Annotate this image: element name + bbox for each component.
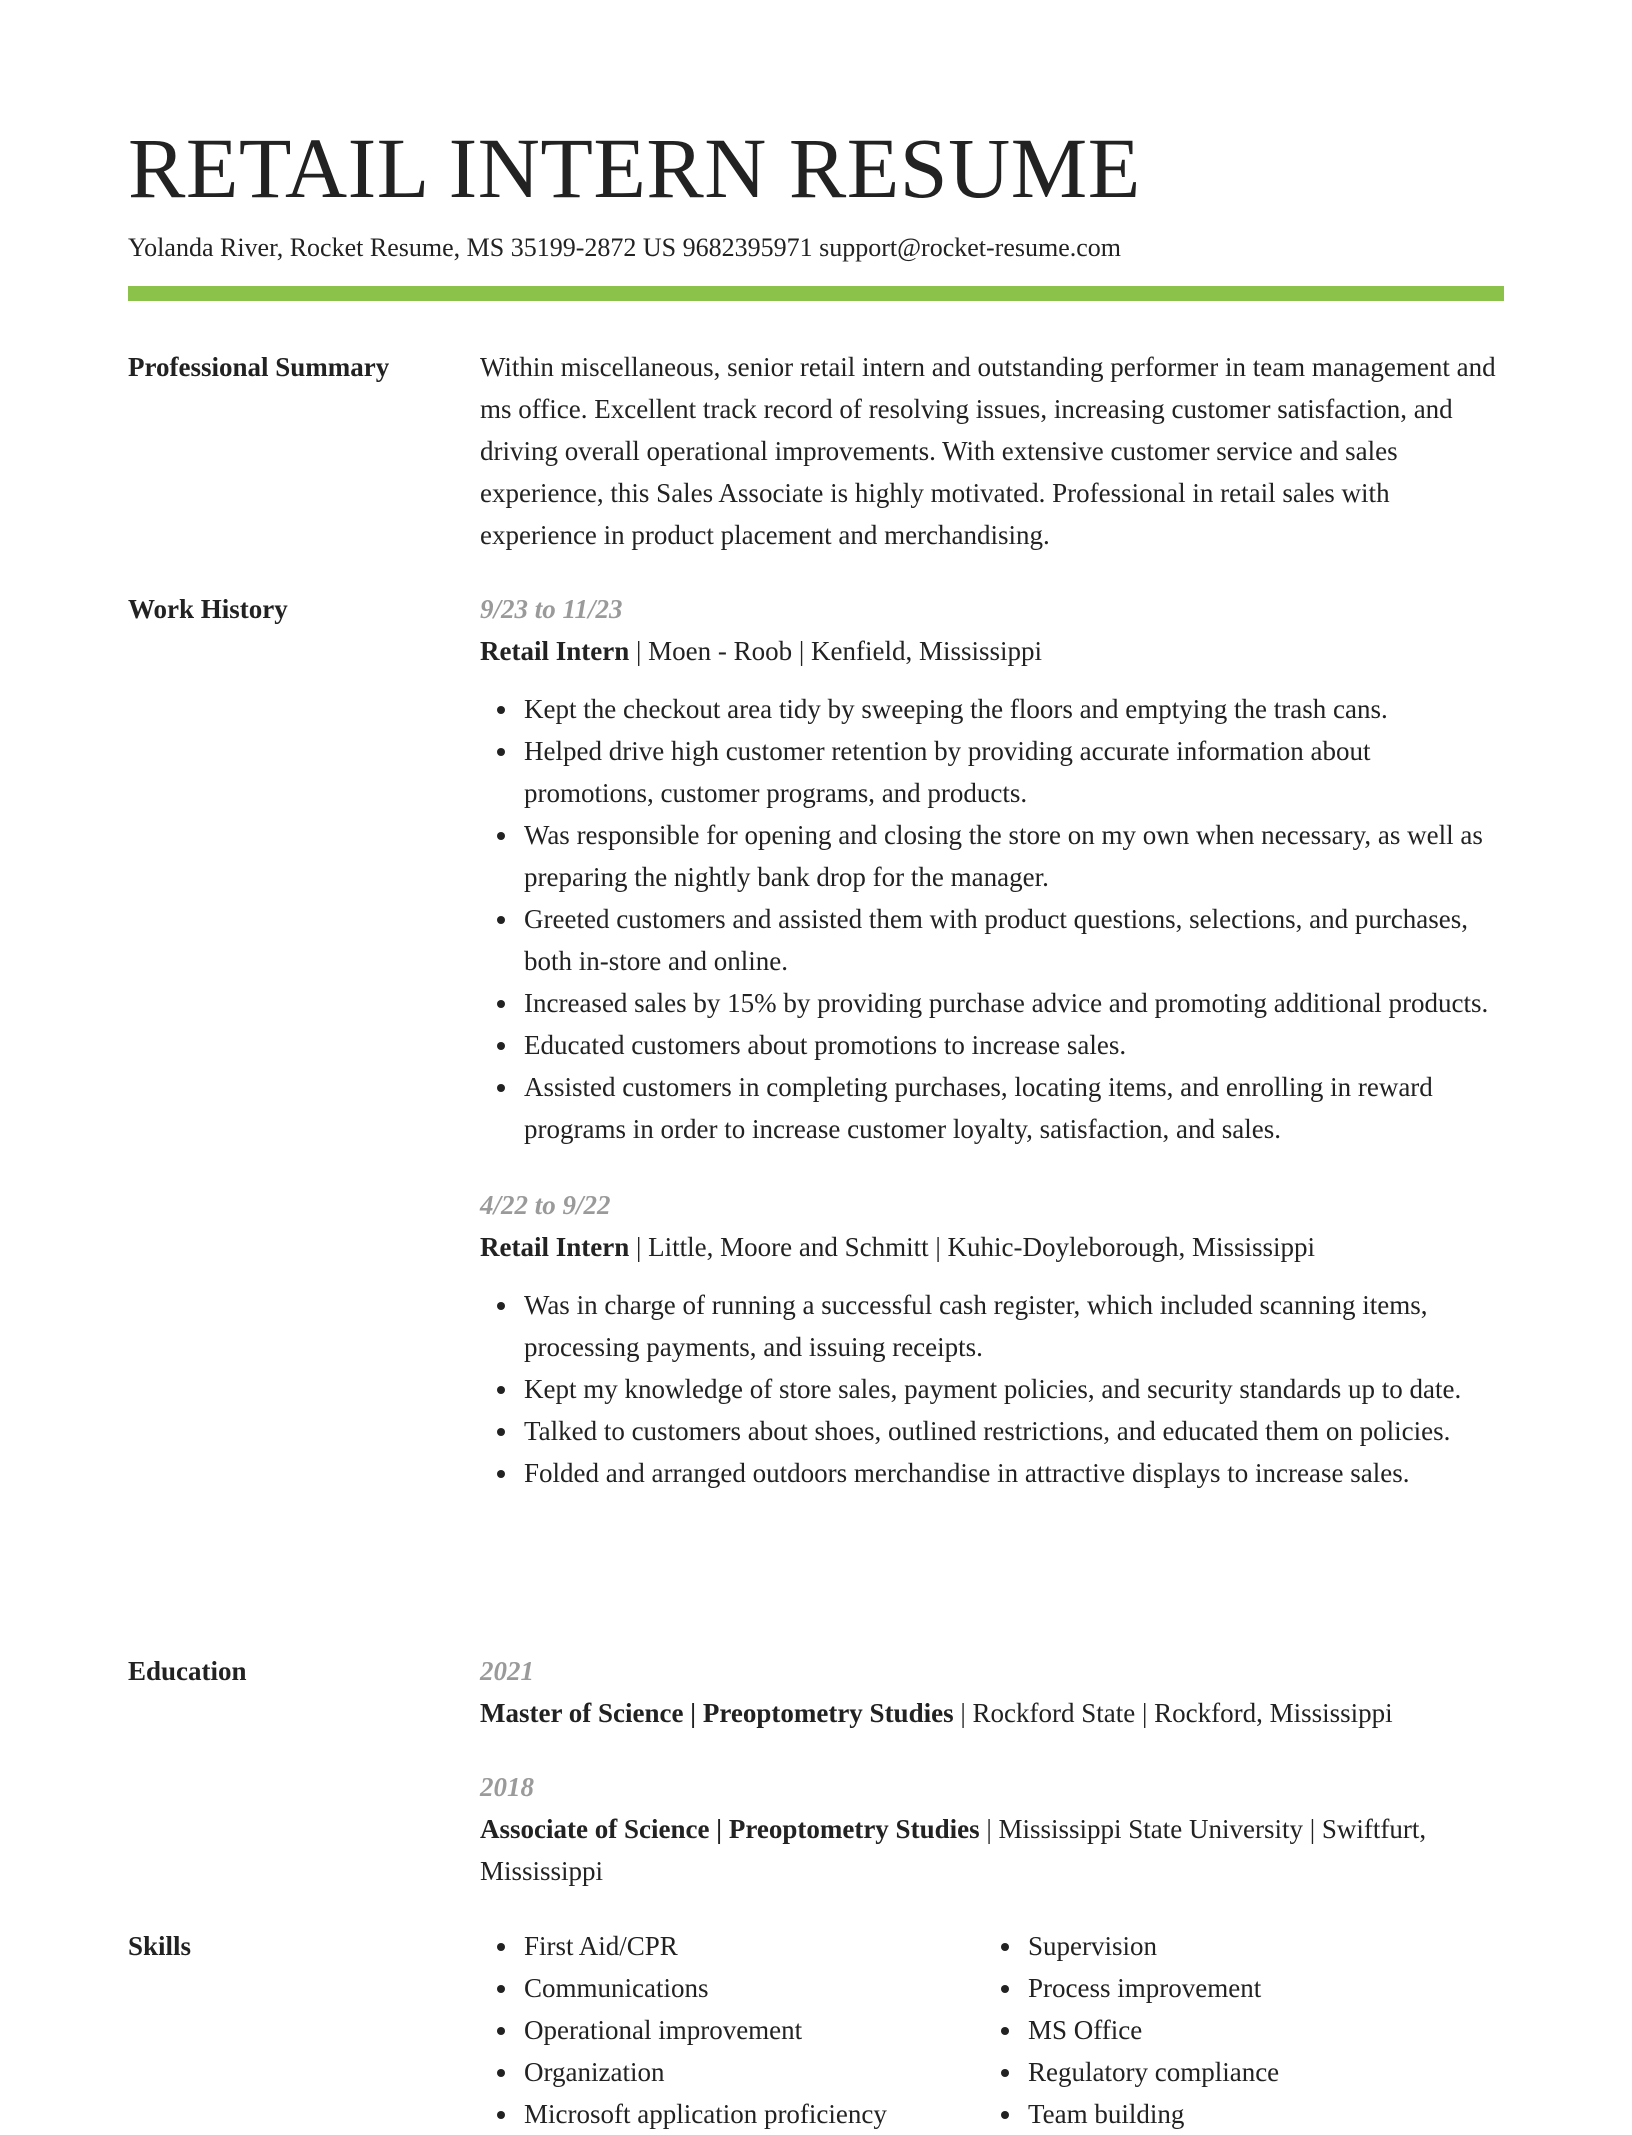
- skills-column-right: [984, 1925, 1504, 2135]
- job-dates: 4/22 to 9/22: [480, 1190, 611, 1220]
- resume-title: RETAIL INTERN RESUME: [128, 120, 1141, 216]
- work-history-body: [480, 588, 1504, 1494]
- job-heading: [480, 630, 1504, 672]
- skills-heading: Skills: [128, 1931, 192, 1961]
- accent-divider: [128, 286, 1504, 301]
- skills-body: [480, 1925, 1504, 2135]
- job-title: Retail Intern: [480, 636, 630, 666]
- job-bullet: Increased sales by 15% by providing purchase advice and promoting additional products.: [524, 982, 1504, 1024]
- job-employer-location: | Moen - Roob | Kenfield, Mississippi: [629, 636, 1043, 666]
- skill-item: Microsoft application proficiency: [524, 2093, 984, 2135]
- skills-column-left: [480, 1925, 984, 2135]
- education-year: 2018: [480, 1772, 534, 1802]
- job-bullet: Folded and arranged outdoors merchandise in attractive displays to increase sales.: [524, 1452, 1504, 1494]
- skill-item: Operational improvement: [524, 2009, 984, 2051]
- education-entry: [480, 1650, 1504, 1734]
- skill-item: Organization: [524, 2051, 984, 2093]
- job-heading: [480, 1226, 1504, 1268]
- skill-item: Supervision: [1028, 1925, 1504, 1967]
- education-heading-line: [480, 1808, 1504, 1892]
- summary-body: [480, 346, 1504, 556]
- job-dates: 9/23 to 11/23: [480, 594, 623, 624]
- skill-item: First Aid/CPR: [524, 1925, 984, 1967]
- education-heading-line: [480, 1692, 1504, 1734]
- school-location: | Rockford State | Rockford, Mississippi: [953, 1698, 1393, 1728]
- skill-item: Team building: [1028, 2093, 1504, 2135]
- job-bullet: Kept my knowledge of store sales, payment policies, and security standards up to date.: [524, 1368, 1504, 1410]
- skill-item: Process improvement: [1028, 1967, 1504, 2009]
- education-body: [480, 1650, 1504, 1892]
- skills-list-left: [480, 1925, 984, 2135]
- job-bullet: Was responsible for opening and closing the store on my own when necessary, as well as preparing the nightly bank drop for the manager.: [524, 814, 1504, 898]
- skill-item: Regulatory compliance: [1028, 2051, 1504, 2093]
- job-bullet-list: [480, 1284, 1504, 1494]
- job-bullet: Was in charge of running a successful cash register, which included scanning items, processing payments, and issuing receipts.: [524, 1284, 1504, 1368]
- skill-item: Communications: [524, 1967, 984, 2009]
- education-entry: [480, 1766, 1504, 1892]
- degree-name: Master of Science | Preoptometry Studies: [480, 1698, 954, 1728]
- work-history-heading: Work History: [128, 594, 288, 624]
- contact-phone: 9682395971: [682, 233, 813, 262]
- job-title: Retail Intern: [480, 1232, 630, 1262]
- skill-item: MS Office: [1028, 2009, 1504, 2051]
- job-bullet: Educated customers about promotions to increase sales.: [524, 1024, 1504, 1066]
- job-entry: [480, 1184, 1504, 1494]
- job-bullet: Talked to customers about shoes, outlined restrictions, and educated them on policies.: [524, 1410, 1504, 1452]
- education-heading: Education: [128, 1656, 247, 1686]
- skills-list-right: [984, 1925, 1504, 2135]
- summary-text: Within miscellaneous, senior retail intern and outstanding performer in team management and ms office. Excellent track record of resolving issues, increasing customer satisfaction, and driving overall operational improvements. With extensive customer service and sales experience, this Sales Associate is highly motivated. Professional in retail sales with experience in product placement and merchandising.: [480, 352, 1496, 550]
- school-location: | Mississippi State University | Swiftfurt, Mississippi: [480, 1814, 1427, 1886]
- job-bullet: Helped drive high customer retention by providing accurate information about promotions, customer programs, and products.: [524, 730, 1504, 814]
- job-bullet: Assisted customers in completing purchases, locating items, and enrolling in reward programs in order to increase customer loyalty, satisfaction, and sales.: [524, 1066, 1504, 1150]
- job-bullet: Kept the checkout area tidy by sweeping the floors and emptying the trash cans.: [524, 688, 1504, 730]
- education-year: 2021: [480, 1656, 534, 1686]
- contact-email: support@rocket-resume.com: [819, 233, 1122, 262]
- contact-name-address: Yolanda River, Rocket Resume, MS 35199-2872 US: [128, 233, 677, 262]
- job-entry: [480, 588, 1504, 1150]
- job-employer-location: | Little, Moore and Schmitt | Kuhic-Doyleborough, Mississippi: [629, 1232, 1315, 1262]
- degree-name: Associate of Science | Preoptometry Studies: [480, 1814, 980, 1844]
- job-bullet-list: [480, 688, 1504, 1150]
- summary-heading: Professional Summary: [128, 352, 390, 382]
- contact-line: [128, 230, 1121, 266]
- skills-columns: [480, 1925, 1504, 2135]
- job-bullet: Greeted customers and assisted them with product questions, selections, and purchases, both in-store and online.: [524, 898, 1504, 982]
